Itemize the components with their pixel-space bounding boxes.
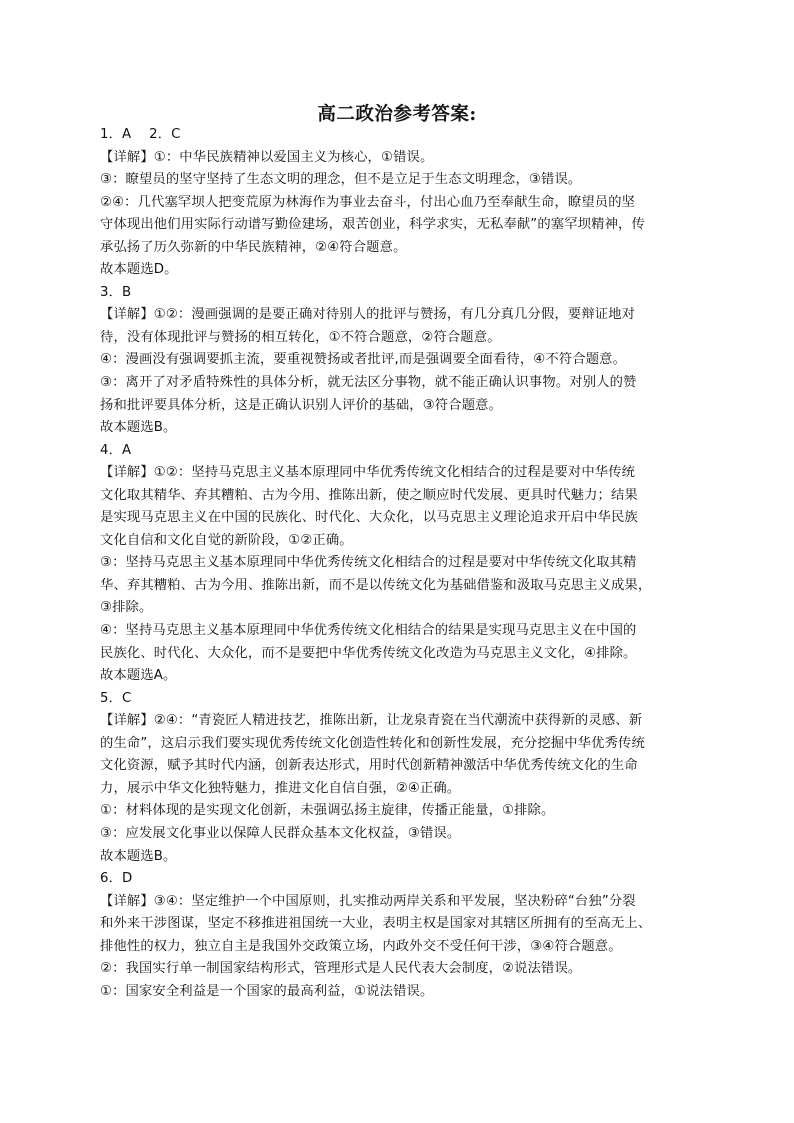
text-line: ③：坚持马克思主义基本原理同中华优秀传统文化相结合的过程是要对中华传统文化取其精	[100, 555, 637, 571]
text-line: 和外来干涉图谋，坚定不移推进祖国统一大业，表明主权是国家对其辖区所拥有的至高无上、	[100, 916, 652, 932]
text-line: 文化资源，赋予其时代内涵，创新表达形式，用时代创新精神激活中华优秀传统文化的生命	[100, 758, 638, 774]
text-line: ④：坚持马克思主义基本原理同中华优秀传统文化相结合的结果是实现马克思主义在中国的	[100, 623, 637, 639]
text-line: 【详解】①：中华民族精神以爱国主义为核心，①错误。	[100, 149, 434, 165]
text-line: ②④：几代塞罕坝人把变荒原为林海作为事业去奋斗，付出心血乃至奉献生命，瞭望员的坚	[100, 194, 636, 210]
text-line: 3．B	[100, 284, 132, 300]
answer-body	[100, 124, 700, 1003]
text-line: 承弘扬了历久弥新的中华民族精神，②④符合题意。	[100, 239, 407, 255]
text-line: ③：瞭望员的坚守坚持了生态文明的理念，但不是立足于生态文明理念，③错误。	[100, 172, 582, 188]
text-line: ④：漫画没有强调要抓主流，要重视赞扬或者批评,而是强调要全面看待，④不符合题意。	[100, 352, 627, 368]
text-line: 故本题选A。	[100, 668, 177, 684]
page-title: 高二政治参考答案:	[317, 104, 477, 125]
text-line: 5．C	[100, 690, 132, 706]
text-line: 故本题选B。	[100, 848, 177, 864]
text-line: 【详解】③④：坚定维护一个中国原则，扎实推动两岸关系和平发展，坚决粉碎“台独”分裂	[100, 893, 636, 909]
text-line: 【详解】①②：漫画强调的是要正确对待别人的批评与赞扬，有几分真几分假，要辩证地对	[100, 307, 636, 323]
text-line: 4．A	[100, 442, 132, 458]
text-line: 文化自信和文化自觉的新阶段，①②正确。	[100, 532, 353, 548]
text-line: 文化取其精华、弃其糟粕、古为今用、推陈出新，使之顺应时代发展、更具时代魅力；结果	[100, 487, 638, 503]
text-line: 故本题选D。	[100, 262, 178, 278]
text-line: 民族化、时代化、大众化，而不是要把中华优秀传统文化改造为马克思主义文化，④排除。	[100, 645, 637, 661]
text-line: ③排除。	[100, 600, 153, 616]
text-line: 守体现出他们用实际行动谱写勤俭建场，艰苦创业，科学求实，无私奉献”的塞罕坝精神，传	[100, 217, 645, 233]
text-line: 1．A 2．C	[100, 127, 181, 142]
text-line: 华、弃其糟粕、古为今用、推陈出新，而不是以传统文化为基础借鉴和汲取马克思主义成果，	[100, 577, 652, 593]
text-line: 力，展示中华文化独特魅力，推进文化自信自强，②④正确。	[100, 780, 461, 796]
text-line: 【详解】①②：坚持马克思主义基本原理同中华优秀传统文化相结合的过程是要对中华传统	[100, 465, 636, 481]
text-line: ①：材料体现的是实现文化创新，未强调弘扬主旋律，传播正能量，①排除。	[100, 803, 555, 819]
text-line: 的生命”，这启示我们要实现优秀传统文化创造性转化和创新性发展，充分挖掘中华优秀传统	[100, 735, 645, 751]
text-line: ③：离开了对矛盾特殊性的具体分析，就无法区分事物，就不能正确认识事物。对别人的赞	[100, 375, 637, 391]
text-line: 6．D	[100, 871, 133, 887]
text-line: ①：国家安全利益是一个国家的最高利益，①说法错误。	[100, 983, 434, 999]
text-line: 排他性的权力，独立自主是我国外交政策立场，内政外交不受任何干涉，③④符合题意。	[100, 938, 622, 954]
text-line: ②：我国实行单一制国家结构形式，管理形式是人民代表大会制度，②说法错误。	[100, 961, 582, 977]
text-line: 扬和批评要具体分析，这是正确认识别人评价的基础，③符合题意。	[100, 397, 503, 413]
text-line: 是实现马克思主义在中国的民族化、时代化、大众化，以马克思主义理论追求开启中华民族	[100, 510, 638, 526]
text-line: 故本题选B。	[100, 420, 177, 436]
text-line: 待，没有体现批评与赞扬的相互转化，①不符合题意，②符合题意。	[100, 329, 501, 345]
text-line: ③：应发展文化事业以保障人民群众基本文化权益，③错误。	[100, 825, 461, 841]
text-line: 【详解】②④：“青瓷匠人精进技艺，推陈出新，让龙泉青瓷在当代潮流中获得新的灵感、新	[100, 713, 643, 729]
